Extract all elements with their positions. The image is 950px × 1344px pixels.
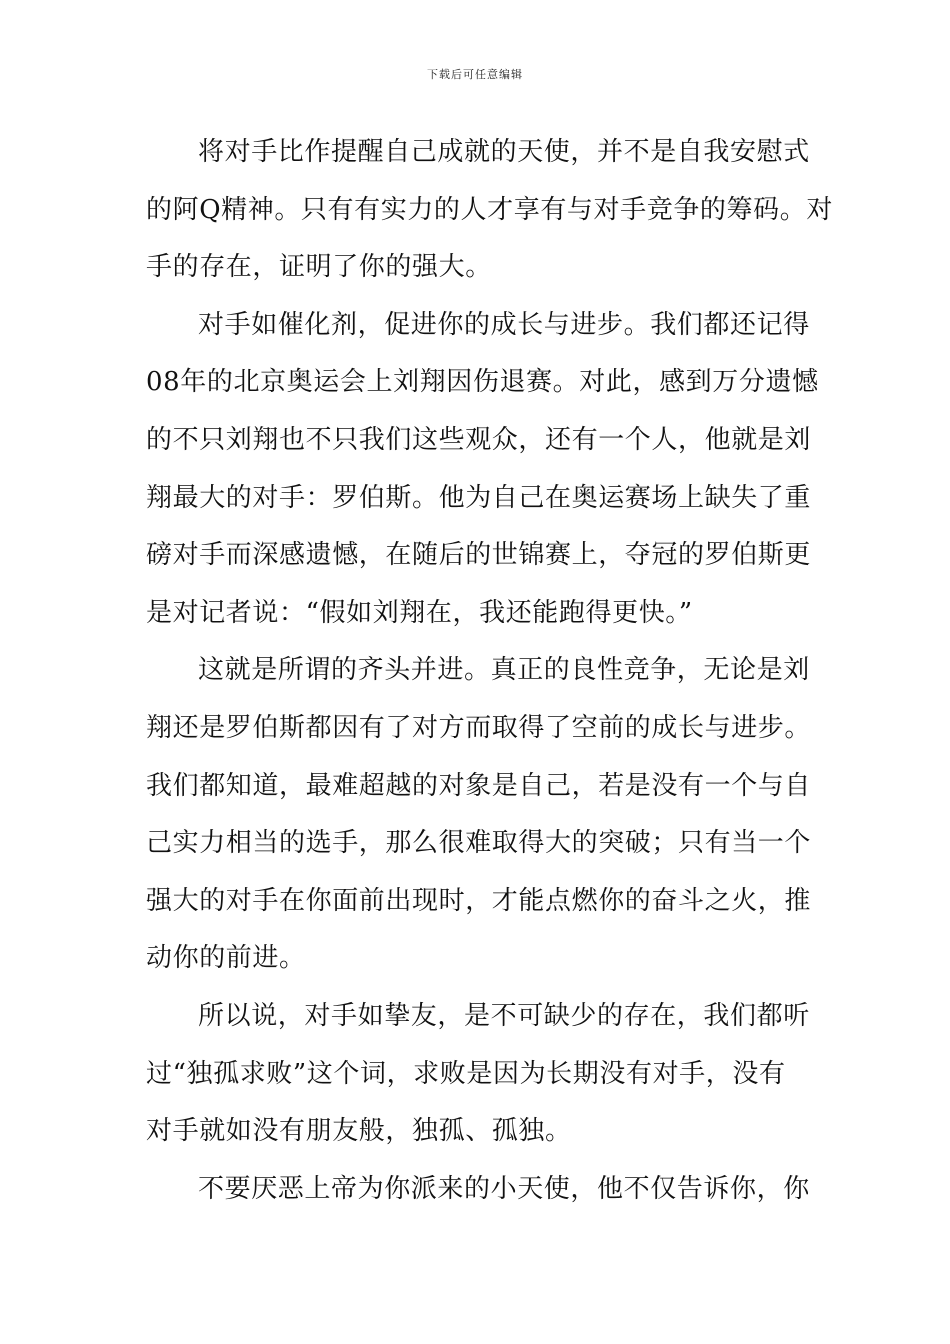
paragraph-3-line-1: 这就是所谓的齐头并进。真正的良性竞争，无论是刘 [198,655,810,686]
paragraph-2-line-3: 的不只刘翔也不只我们这些观众，还有一个人，他就是刘 [146,424,812,455]
paragraph-1-line-3: 手的存在，证明了你的强大。 [146,252,492,283]
paragraph-3-line-6: 动你的前进。 [146,943,306,974]
paragraph-2-line-4: 翔最大的对手：罗伯斯。他为自己在奥运赛场上缺失了重 [146,482,812,513]
paragraph-3-line-5: 强大的对手在你面前出现时，才能点燃你的奋斗之火，推 [146,885,812,916]
header-note: 下载后可任意编辑 [427,68,523,81]
paragraph-5-line-1: 不要厌恶上帝为你派来的小天使，他不仅告诉你，你 [198,1173,810,1204]
paragraph-2-line-1: 对手如催化剂，促进你的成长与进步。我们都还记得 [198,309,810,340]
paragraph-1-line-1: 将对手比作提醒自己成就的天使，并不是自我安慰式 [198,137,810,167]
paragraph-1-line-2: 的阿Q精神。只有有实力的人才享有与对手竞争的筹码。对 [146,194,833,225]
paragraph-3-line-2: 翔还是罗伯斯都因有了对方而取得了空前的成长与进步。 [146,712,812,743]
paragraph-4-line-3: 对手就如没有朋友般，独孤、孤独。 [146,1116,572,1147]
paragraph-3-line-3: 我们都知道，最难超越的对象是自己，若是没有一个与自 [146,770,812,801]
paragraph-2-line-6: 是对记者说：“假如刘翔在，我还能跑得更快。” [146,597,693,628]
document-body [146,124,833,1218]
paragraph-4-line-1: 所以说，对手如挚友，是不可缺少的存在，我们都听 [198,1000,810,1031]
paragraph-4-line-2: 过“独孤求败”这个词，求败是因为长期没有对手，没有 [146,1058,786,1089]
paragraph-2-line-5: 磅对手而深感遗憾，在随后的世锦赛上，夺冠的罗伯斯更 [146,540,812,571]
paragraph-2-line-2: 08年的北京奥运会上刘翔因伤退赛。对此，感到万分遗憾 [146,367,819,398]
paragraph-3-line-4: 己实力相当的选手，那么很难取得大的突破；只有当一个 [146,828,812,859]
